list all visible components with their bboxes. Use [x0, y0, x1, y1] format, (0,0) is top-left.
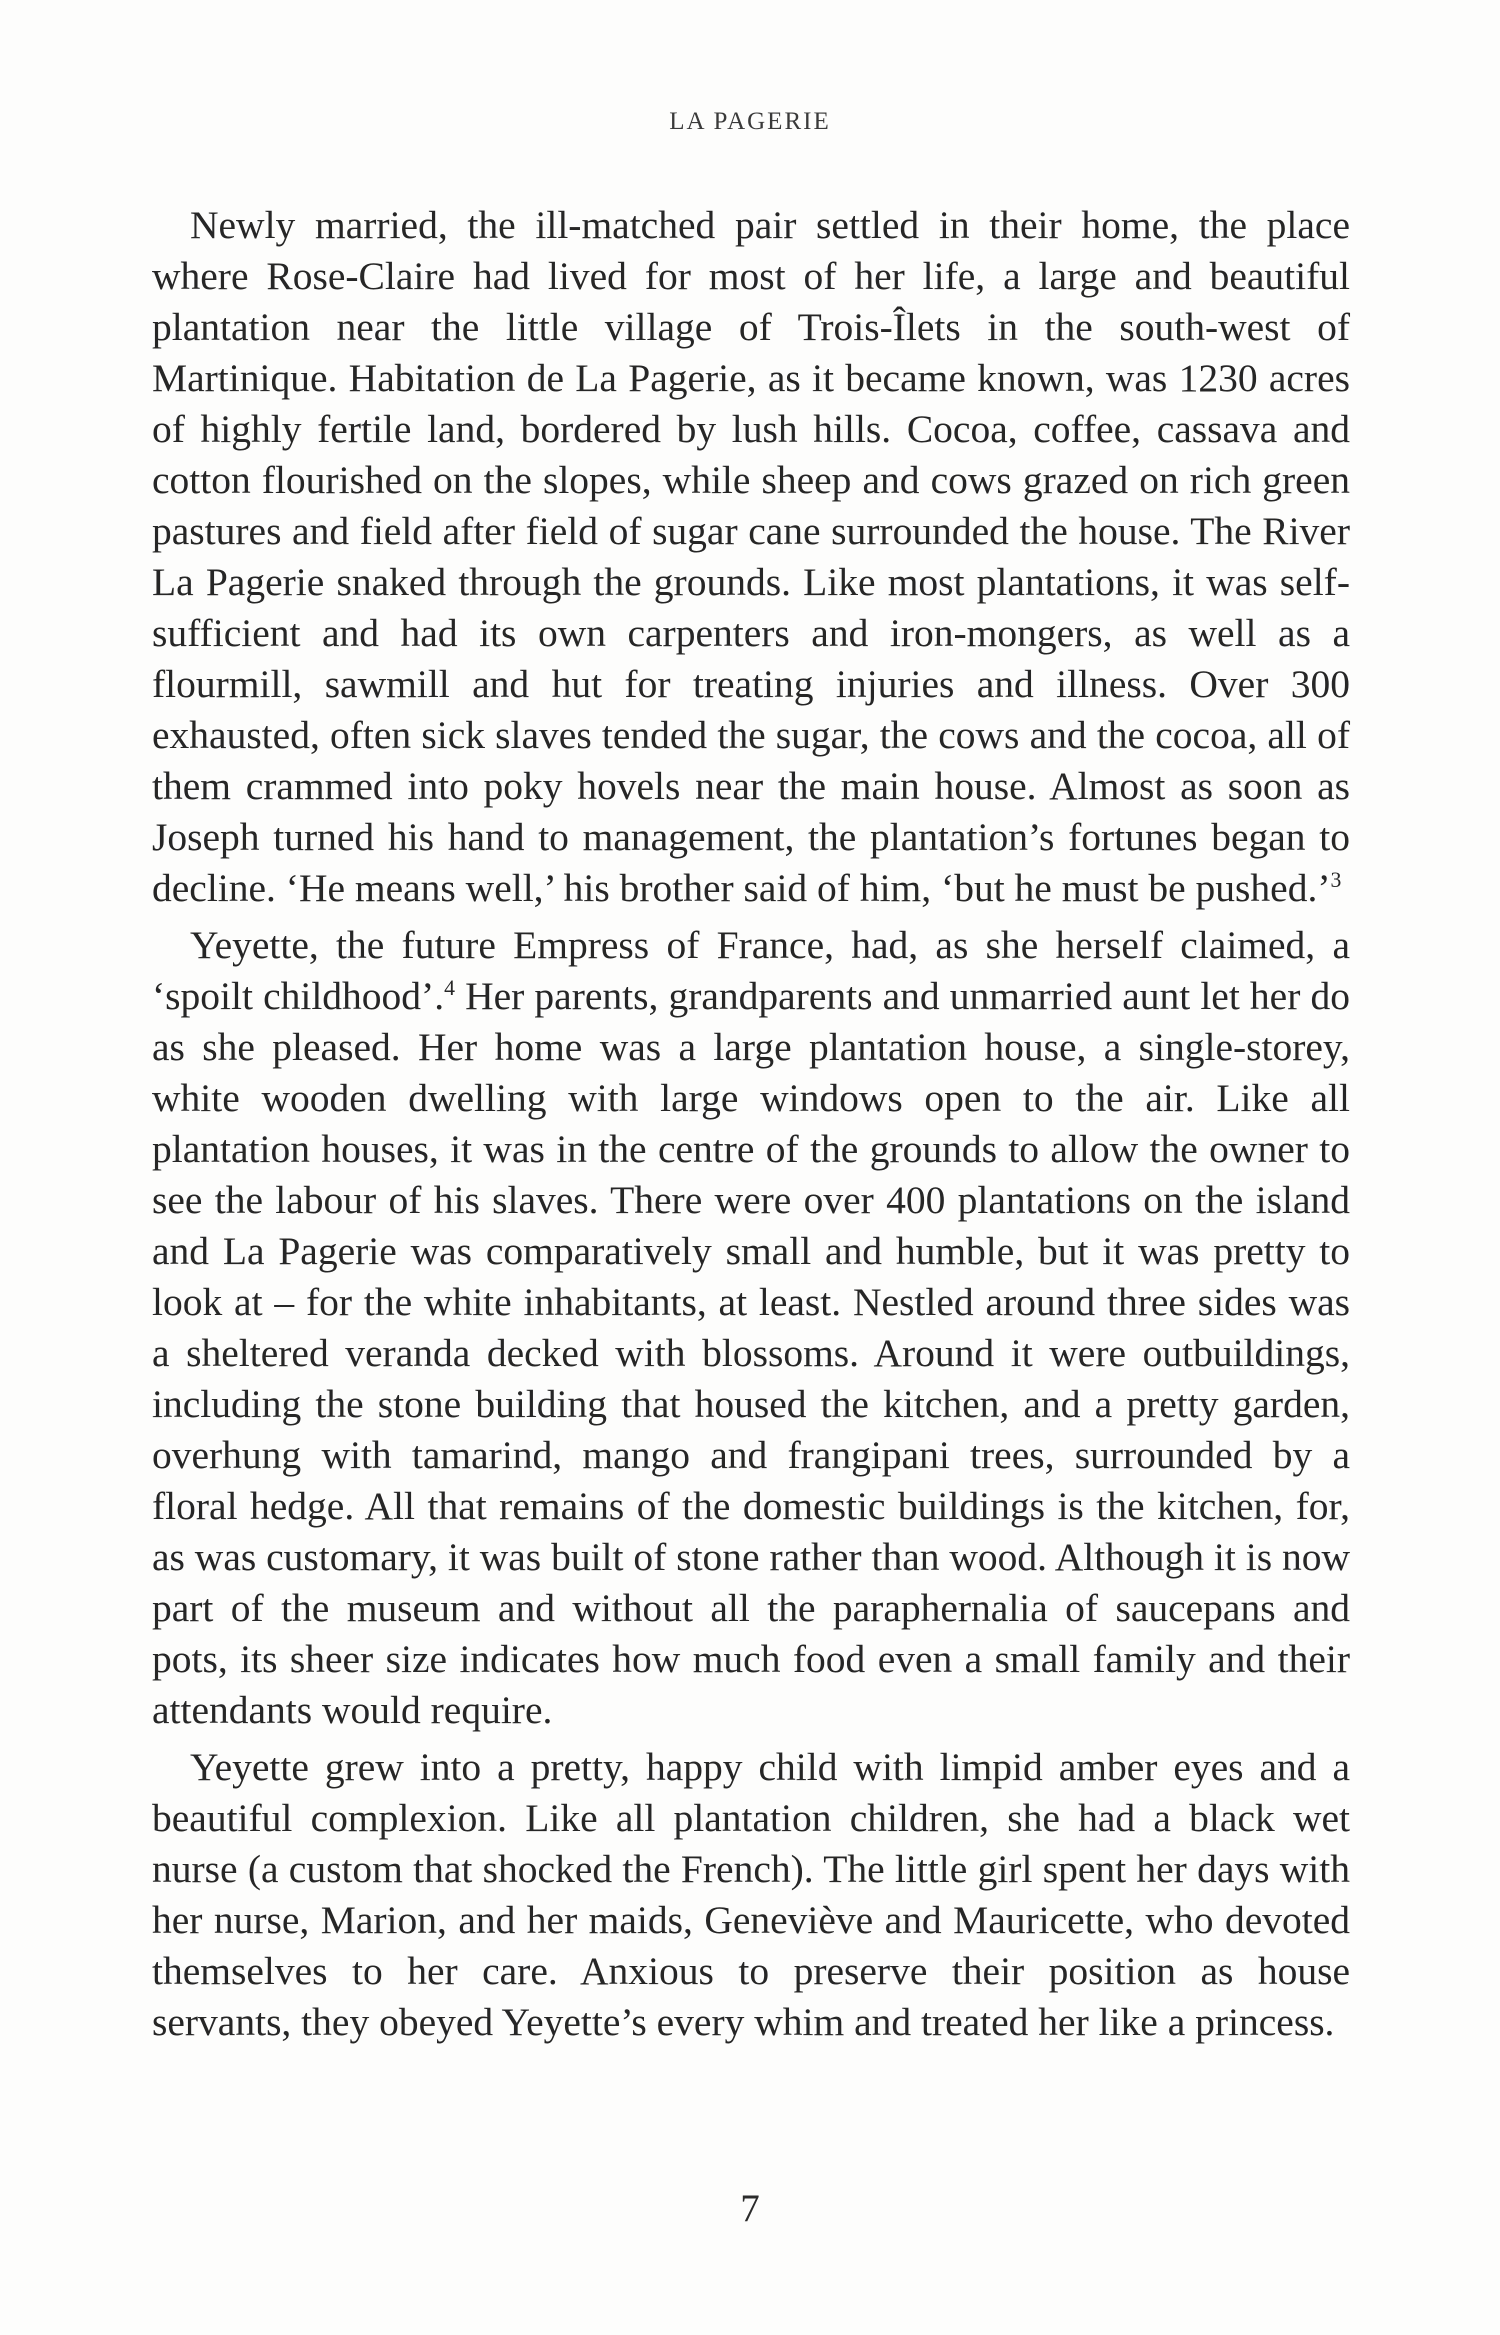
body-text — [152, 200, 1350, 2048]
paragraph-1-text: Newly married, the ill-matched pair settled in their home, the place where Rose-Claire had lived for most of her life, a large and beautiful plantation near the little village of Trois-Îlets in the south-west of Martinique. Habitation de La Pagerie, as it became known, was 1230 acres of highly fertile land, bordered by lush hills. Cocoa, coffee, cassava and cotton flourished on the slopes, while sheep and cows grazed on rich green pastures and field after field of sugar cane surrounded the house. The River La Pagerie snaked through the grounds. Like most plantations, it was self-sufficient and had its own carpenters and iron-mongers, as well as a flourmill, sawmill and hut for treating injuries and illness. Over 300 exhausted, often sick slaves tended the sugar, the cows and the cocoa, all of them crammed into poky hovels near the main house. Almost as soon as Joseph turned his hand to management, the plantation’s fortunes began to decline. ‘He means well,’ his brother said of him, ‘but he must be pushed.’ — [152, 203, 1350, 910]
paragraph-2 — [152, 920, 1350, 1736]
paragraph-2-text: Yeyette, the future Empress of France, had, as she herself claimed, a ‘spoilt childhood’. — [152, 923, 1350, 1018]
paragraph-2-continuation: Her parents, grandparents and unmarried aunt let her do as she pleased. Her home was a large plantation house, a single-storey, white wooden dwelling with large windows open to the air. Like all plantation houses, it was in the centre of the grounds to allow the owner to see the labour of his slaves. There were over 400 plantations on the island and La Pagerie was comparatively small and humble, but it was pretty to look at – for the white inhabitants, at least. Nestled around three sides was a sheltered veranda decked with blossoms. Around it were outbuildings, including the stone building that housed the kitchen, and a pretty garden, overhung with tamarind, mango and frangipani trees, surrounded by a floral hedge. All that remains of the domestic buildings is the kitchen, for, as was customary, it was built of stone rather than wood. Although it is now part of the museum and without all the paraphernalia of saucepans and pots, its sheer size indicates how much food even a small family and their attendants would require. — [152, 974, 1350, 1732]
page-number: 7 — [740, 2187, 760, 2230]
footnote-marker-4: 4 — [444, 975, 455, 1000]
paragraph-1 — [152, 200, 1350, 914]
running-head: LA PAGERIE — [669, 108, 831, 135]
paragraph-3-text: Yeyette grew into a pretty, happy child with limpid amber eyes and a beautiful complexion. Like all plantation children, she had a black wet nurse (a custom that shocked the French). The little girl spent her days with her nurse, Marion, and her maids, Geneviève and Mauricette, who devoted themselves to her care. Anxious to preserve their position as house servants, they obeyed Yeyette’s every whim and treated her like a princess. — [152, 1745, 1350, 2044]
footnote-marker-3: 3 — [1330, 867, 1342, 892]
paragraph-3 — [152, 1742, 1350, 2048]
